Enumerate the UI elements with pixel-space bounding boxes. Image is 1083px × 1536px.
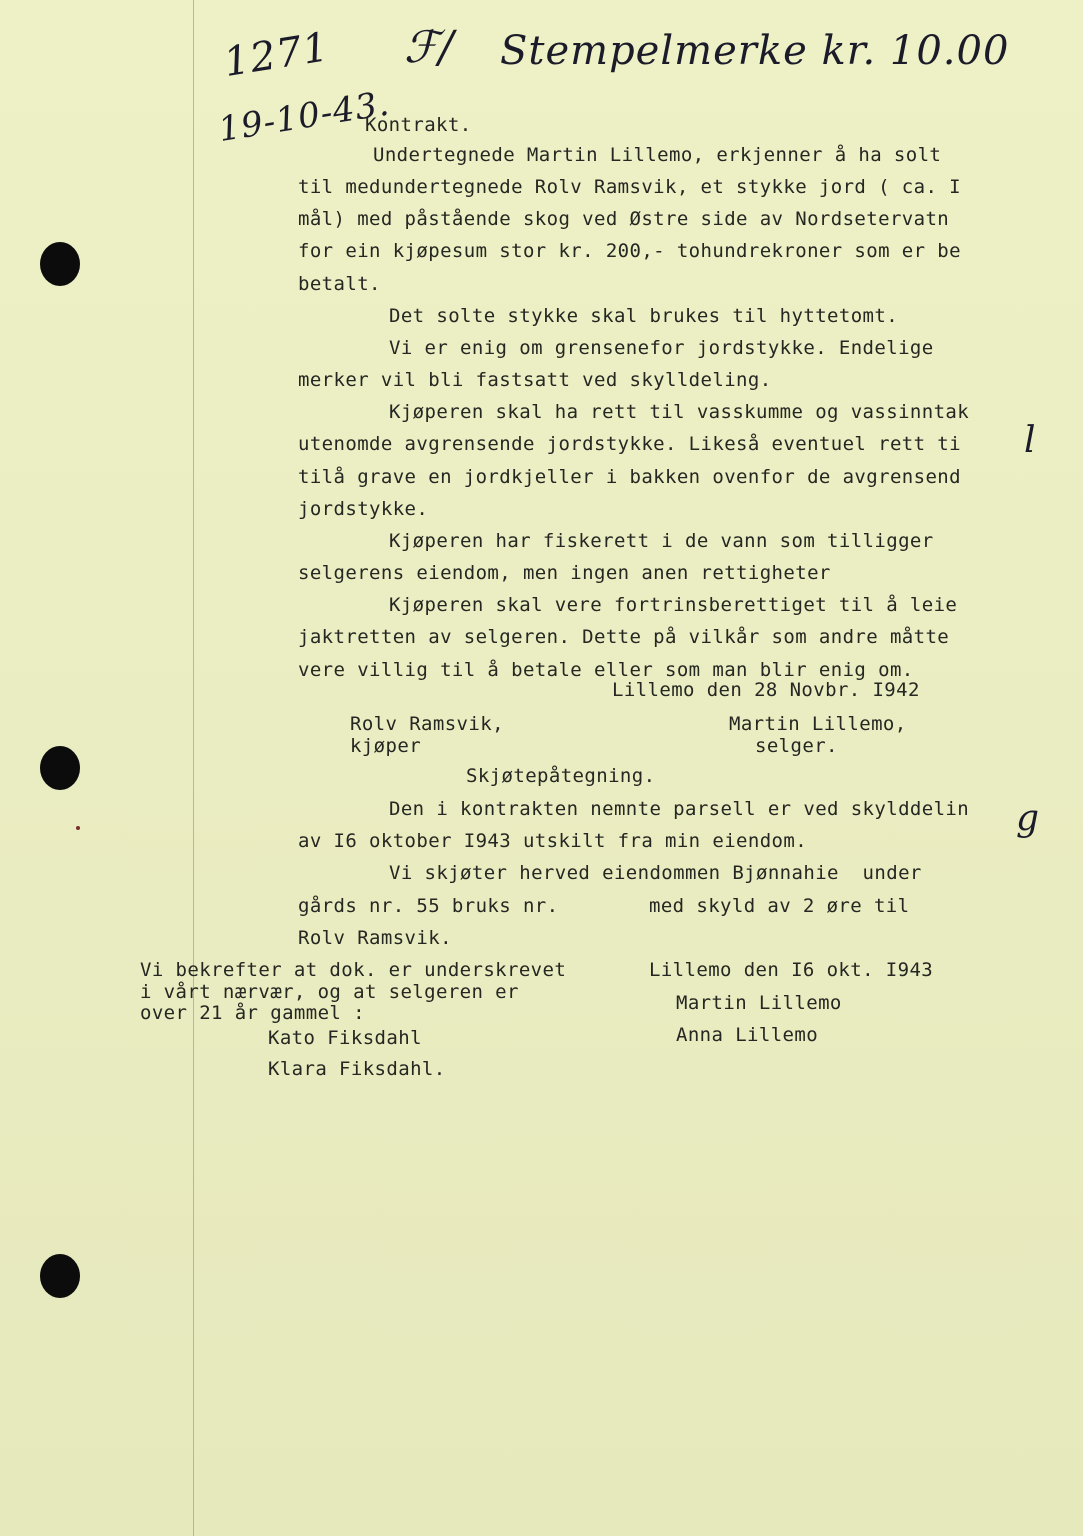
contract-line: mål) med påstående skog ved Østre side av Nordsetervatn <box>298 208 950 230</box>
deed-line: av I6 oktober I943 utskilt fra min eiendom. <box>298 830 808 852</box>
witness-line: over 21 år gammel : <box>140 1002 365 1024</box>
deed-line: Rolv Ramsvik. <box>298 927 452 949</box>
contract-line: tilå grave en jordkjeller i bakken ovenfor de avgrensend <box>298 466 961 488</box>
signing-place-date: Lillemo den I6 okt. I943 <box>649 959 934 981</box>
handwritten-number: 1271 <box>220 24 333 86</box>
contract-line: til medundertegnede Rolv Ramsvik, et stykke jord ( ca. I <box>298 176 961 198</box>
handwritten-correction: l <box>1024 420 1036 461</box>
contract-line: Kjøperen skal ha rett til vasskumme og vassinntak <box>389 401 970 423</box>
contract-line: Kjøperen skal vere fortrinsberettiget til å leie <box>389 594 958 616</box>
signer-name: Anna Lillemo <box>676 1024 819 1046</box>
buyer-name: Rolv Ramsvik, <box>350 713 504 735</box>
contract-line: Kjøperen har fiskerett i de vann som tilligger <box>389 530 934 552</box>
contract-title: Kontrakt. <box>365 114 472 136</box>
deed-line: med skyld av 2 øre til <box>649 895 910 917</box>
witness-line: i vårt nærvær, og at selgeren er <box>140 981 519 1003</box>
contract-place-date: Lillemo den 28 Novbr. I942 <box>612 679 920 701</box>
witness-line: Vi bekrefter at dok. er underskrevet <box>140 959 567 981</box>
deed-line: gårds nr. 55 bruks nr. <box>298 895 559 917</box>
deed-line: Den i kontrakten nemnte parsell er ved skylddelin <box>389 798 970 820</box>
contract-line: merker vil bli fastsatt ved skylldeling. <box>298 369 772 391</box>
deed-line: Vi skjøter herved eiendommen Bjønnahie under <box>389 862 922 884</box>
buyer-role: kjøper <box>350 735 422 757</box>
contract-line: Det solte stykke skal brukes til hyttetomt. <box>389 305 899 327</box>
witness-name: Kato Fiksdahl <box>268 1027 422 1049</box>
contract-line: jaktretten av selgeren. Dette på vilkår som andre måtte <box>298 626 950 648</box>
margin-line <box>193 0 194 1536</box>
paper-speck <box>76 826 80 830</box>
contract-line: for ein kjøpesum stor kr. 200,- tohundrekroner som er be <box>298 240 961 262</box>
seller-role: selger. <box>755 735 838 757</box>
handwritten-initials: ℱ/ <box>404 22 454 73</box>
stamp-note: Stempelmerke kr. 10.00 <box>500 28 1010 74</box>
contract-line: betalt. <box>298 273 381 295</box>
contract-line: jordstykke. <box>298 498 429 520</box>
seller-name: Martin Lillemo, <box>729 713 907 735</box>
handwritten-date: 19-10-43. <box>215 83 393 150</box>
punch-hole <box>40 242 80 286</box>
signer-name: Martin Lillemo <box>676 992 842 1014</box>
contract-line: Vi er enig om grensenefor jordstykke. Endelige <box>389 337 934 359</box>
contract-line: vere villig til å betale eller som man blir enig om. <box>298 659 914 681</box>
deed-title: Skjøtepåtegning. <box>466 765 656 787</box>
contract-line: selgerens eiendom, men ingen anen rettigheter <box>298 562 831 584</box>
contract-line: Undertegnede Martin Lillemo, erkjenner å ha solt <box>373 144 942 166</box>
punch-hole <box>40 1254 80 1298</box>
punch-hole <box>40 746 80 790</box>
contract-line: utenomde avgrensende jordstykke. Likeså eventuel rett ti <box>298 433 961 455</box>
witness-name: Klara Fiksdahl. <box>268 1058 446 1080</box>
handwritten-correction: g <box>1016 798 1040 839</box>
